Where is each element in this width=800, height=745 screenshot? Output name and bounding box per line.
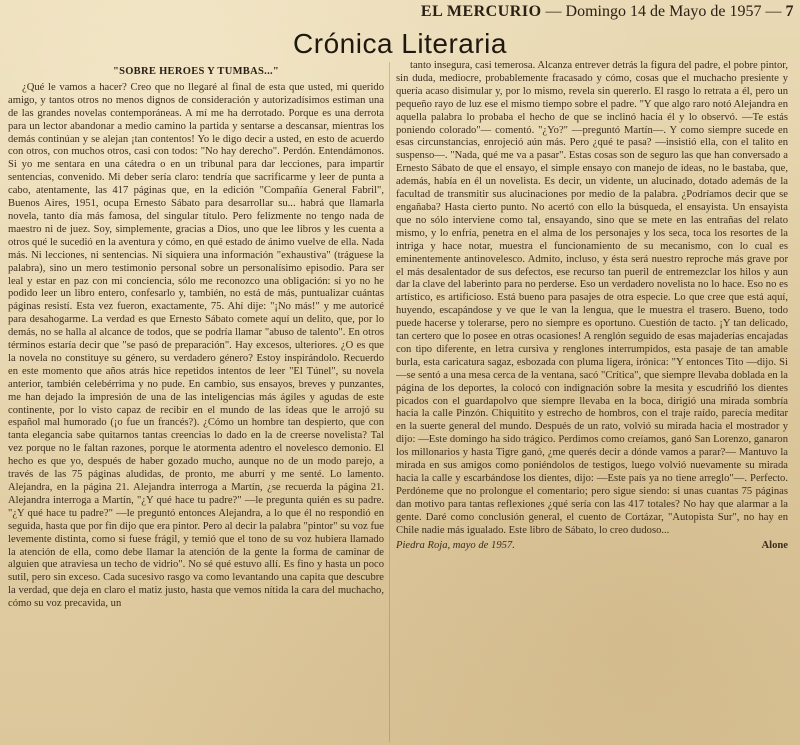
article-subtitle: "SOBRE HEROES Y TUMBAS..." <box>112 66 280 77</box>
page-number: 7 <box>785 3 794 20</box>
article-paragraph: tanto insegura, casi temerosa. Alcanza entrever detrás la figura del padre, el pobre pintor, sin duda, mediocre, probablemente fracasado y cómo, cosas que el muchacho presiente y quería acaso disimular y, por lo mismo, revela sin quererlo. El rasgo lo retrata a él, pero un pequeño rayo de luz ese el mismo tiempo sobre el padre. "Y que algo raro notó Alejandra en aquella palabra lo probaba el hecho de que se inclinó hacia él y lo observó. —Te estás poniendo colorado"— comentó. "¿Yo?" —preguntó Martín—. Y como siempre sucede en esas circunstancias, enrojeció aún más. Pero ¿qué te pasa? —insistió ella, con el talito en suspenso—. "Nada, qué me va a pasar". Estas cosas son de seguro las que han conversado a Ernesto Sábato de que el ensayo, el simple ensayo con manejo de ideas, no le bastaba, que, además, había en él un novelista. Es decir, un vidente, un alucinado, dotado además de la facultad de transmitir sus alucinaciones por medio de la palabra. ¿Podríamos decir que se engañaba? Hasta cierto punto. No acertó con ello la búsqueda, el ensayista. Un ensayista que no sólo interviene como tal, ensayando, sino que se mete en las entrañas del relato mismo, y lo enfría, penetra en el alma de los personajes y los seca, toca los resortes de la intriga y hace notar, muestra el funcionamiento de su mecanismo, con lo cual es eminentemente antinovelesco. Admito, incluso, y ésta será nuestro reproche más grave por el más desalentador de sus defectos, ese recurso tan pueril de entremezclar los hilos y aun dar la clave del laberinto para no perderse. Eso un verdadero novelista no lo hace. Eso no es artístico, es artificioso. Está bueno para pasajes de otra especie. Lo que cree que está aquí, huyendo, escapándose y ve que le van la lengua, que le muestra el trasero. Bueno, todo puede hacerse y tolerarse, pero no siempre es oportuno. Cuestión de tacto. ¡Y tan delicado, tan certero que lo posee en otras ocasiones! A renglón seguido de esas majaderías encajadas con tipo diferente, en letra cursiva y renglones interrumpidos, esta pasaje de tan amable burla, esta caricatura sagaz, esbozada con pluma ligera, irónica: "Y entonces Tito —dijo. Si —se sentó a una mesa cerca de la ventana, sacó "Crítica", que siempre llevaba doblada en la página de los deportes, la colocó con indignación sobre la mesita y escudriñó los dientes picados con el guardapolvo que siempre llevaba en la boca, dirigió una mirada sombría hacia la calle Pinzón. Chiquitito y estrecho de hombros, con el traje raído, parecía meditar en la suerte general del mundo. Después de un rato, volvió su mirada hacia el mostrador y dijo: —Este domingo ha sido trágico. Perdimos como creíamos, ganó San Lorenzo, ganaron los millonarios y hasta Tigre ganó, ¿me querés decir a dónde vamos a parar?— Mantuvo la mirada en sus amigos como poniéndolos de testigos, luego volvió nuevamente su mirada hacia la calle y escarbándose los dientes, dijo: —Este país ya no tiene arreglo"—. Perfecto. Perdóneme que no prolongue el comentario; pero sigue siendo: si unas cuantas 75 páginas dan motivo para tantas reflexiones ¿qué sería con las 417 totales? No hay que alarmar a la gente. Daré como conclusión general, el cuento de Cortázar, "Autopista Sur", no hay en Chile nadie más igualado. Este libro de Sábato, lo creo dudoso... <box>396 60 788 536</box>
page-header <box>0 3 794 25</box>
place-date: Piedra Roja, mayo de 1957. <box>396 539 515 551</box>
column-divider <box>389 62 390 742</box>
article-paragraph: ¿Qué le vamos a hacer? Creo que no llegaré al final de esta que usted, mi querido amigo, y tantos otros no menos dignos de consideración y autorizadísimos estiman una de las grandes novelas contemporáneas. A mí me ha derrotado. Porque es una derrota para un lector abandonar a medio camino la partida y sentarse a descansar, mientras los demás continúan y se alejan ¡tan contentos! Yo le digo decir a usted, en esto de acuerdo con otros, con muchos otros, casi con todos: "No hay derecho". Perdón. Entendámonos. Si yo me sentara en una cátedra o en un tribunal para dar lecciones, para impartir sentencias, convenido. Mi deber sería claro: tendría que sacrificarme y leer de punta a cabo, atentamente, las 417 páginas que, en la edición "Compañía General Fabril", Buenos Aires, 1951, ocupa Ernesto Sábato para desarrollar su... habrá que llamarla novela, tanto día más famosa, del singular título. Pero felizmente no tengo nada de maestro ni de juez. Soy, simplemente, gracias a Dios, uno que lee libros y les cuenta a otros qué le sucedió en la aventura y cómo, en qué estado de ánimo vuelve de ella. Nada más. Ni lecciones, ni sentencias. Ni siquiera una información "exhaustiva" (tráguese la palabra), sino un mero testimonio personal sobre un personalísimo episodio. Para ser leal y estar en paz con mi conciencia, sólo me reconozco una obligación: si yo no he podido leer un libro entero, confesarlo y, también, no está de más, puntualizar cuántas páginas resistí. Esta vez fueron, exactamente, 75. Ahí dije: "¡No más!" y me autoricé para desahogarme. La verdad es que Ernesto Sábato comete aquí un delito, que, por lo demás, no se halla al alcance de todos, que se podría llamar "abuso de talento". En otros términos estaría decir que "se pasó de preparación". Hay excesos, ulteriores. ¿O es que la novela no constituye su género, su verdadero género? Estoy inspirándolo. Recuerdo en este momento que años atrás hice repetidos intentos de leer "El Túnel", su novela anterior, también celebérrima y no pude. En cambio, sus ensayos, breves y punzantes, me han dejado la impresión de una de las inteligencias más ágiles y agudas de este continente, por lo visto capaz de recibir en el mundo de las ideas que le arrojó su español mal humorado (¡o fue un francés?). ¿Cómo un hombre tan despierto, que con tanta elegancia sabe quitarnos tantas creencias lo dado en la de creerse novelista? Tal vez porque no le faltan razones, porque le atormenta adentro el novelesco demonio. El hecho es que yo, después de haber gozado mucho, aunque no de un modo parejo, a través de las 75 páginas aludidas, de pronto, me aburrí y me senté. Lo lamento. Alejandra, en la página 21. Alejandra interroga a Martín, ¿se recuerda la página 21. Alejandra interroga a Martín, "¿Y qué hace tu padre?" —le pregunta quién es su padre. "¿Y qué hace tu padre?" —le preguntó entonces Alejandra, a lo que él no respondió en seguida, hasta que por fin dijo que era pintor. Pero al decir la palabra "pintor" su voz fue levemente distinta, como si fuese frágil, y temió que el tono de su voz hubiera llamado la atención de ella, como debe llamar la atención de la gente la forma de caminar de alguien que atraviesa un techo de vidrio". No sé qué estuvo allí. Es fino y hasta un poco sutil, pero sin exceso. Cada sucesivo rasgo va como levantando una capita que descubre la verdad, que deja en claro el matiz justo, hasta que vemos nítida la cara del muchacho, cómo su voz precavida, un <box>8 81 384 610</box>
author-name: Alone <box>761 539 788 551</box>
article-signoff <box>396 540 788 553</box>
column-title: Crónica Literaria <box>293 28 507 59</box>
article-column-left <box>8 66 384 742</box>
newspaper-name: EL MERCURIO <box>420 3 542 20</box>
dateline: — Domingo 14 de Mayo de 1957 — <box>545 3 782 20</box>
article-column-right <box>396 60 788 742</box>
